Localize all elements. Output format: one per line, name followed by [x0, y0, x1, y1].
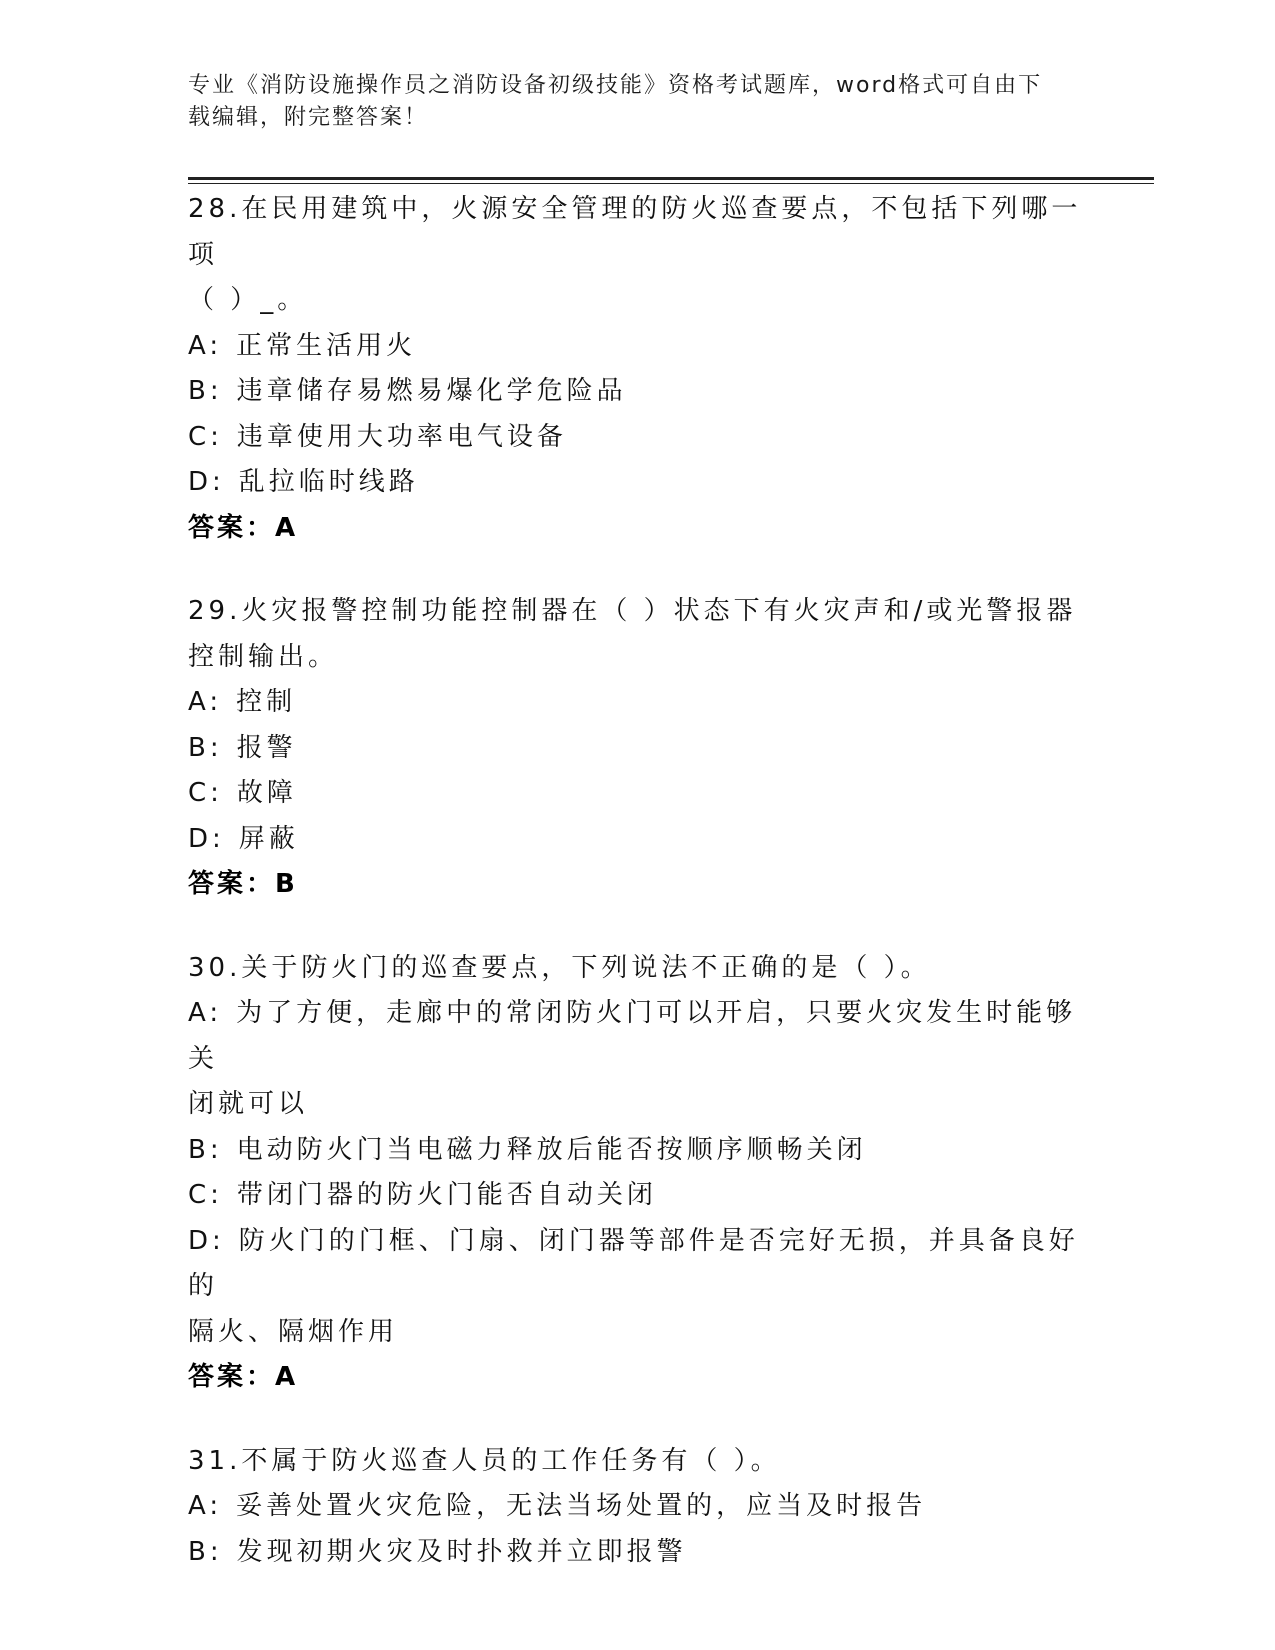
option-text: 故障: [236, 778, 297, 808]
option-b: [188, 1530, 1088, 1576]
option-label: C:: [188, 778, 223, 808]
option-label: C:: [188, 421, 223, 452]
option-label: A:: [188, 998, 223, 1028]
header-divider-thin: [188, 183, 1154, 184]
option-label: D:: [188, 823, 225, 854]
option-text: 控制: [236, 687, 297, 717]
option-d-continued: 隔火、隔烟作用: [188, 1316, 399, 1347]
question-stem-continued: （ ）_。: [188, 285, 308, 315]
option-text: 带闭门器的防火门能否自动关闭: [236, 1180, 657, 1210]
option-text: 报警: [236, 732, 297, 763]
option-text: 为了方便，走廊中的常闭防火门可以开启，只要火灾发生时能够关: [188, 998, 1077, 1074]
question-28: [188, 187, 1088, 551]
header-line-1: 专业《消防设施操作员之消防设备初级技能》资格考试题库，word格式可自由下: [188, 73, 1043, 98]
option-label: D:: [188, 1225, 225, 1256]
header-line-2: 载编辑，附完整答案！: [188, 105, 429, 130]
header-divider-thick: [188, 177, 1154, 180]
option-text: 发现初期火灾及时扑救并立即报警: [236, 1536, 687, 1567]
option-text: 乱拉临时线路: [238, 467, 419, 497]
option-label: B:: [188, 376, 223, 406]
option-d: [188, 817, 1088, 863]
option-a-continued: 闭就可以: [188, 1089, 309, 1119]
option-c: [188, 415, 1088, 461]
option-d: [188, 460, 1088, 506]
option-d: [188, 1219, 1088, 1310]
option-text: 电动防火门当电磁力释放后能否按顺序顺畅关闭: [236, 1134, 867, 1165]
option-c: [188, 771, 1088, 817]
question-stem: 29.火灾报警控制功能控制器在（ ）状态下有火灾声和/或光警报器: [188, 596, 1077, 626]
document-header: [188, 70, 1088, 134]
option-text: 正常生活用火: [236, 330, 417, 361]
question-30: [188, 946, 1088, 1401]
option-label: D:: [188, 467, 225, 497]
question-29: [188, 589, 1088, 908]
option-c: [188, 1173, 1088, 1219]
option-a: [188, 680, 1088, 726]
option-b: [188, 369, 1088, 415]
option-a: [188, 324, 1088, 370]
answer-line: 答案：A: [188, 512, 299, 543]
option-label: A:: [188, 330, 223, 361]
option-text: 妥善处置火灾危险，无法当场处置的，应当及时报告: [236, 1491, 927, 1521]
option-label: C:: [188, 1180, 223, 1210]
option-label: A:: [188, 1491, 223, 1521]
option-label: B:: [188, 1536, 223, 1567]
option-label: A:: [188, 687, 223, 717]
answer-line: 答案：A: [188, 1362, 299, 1392]
option-a: [188, 1484, 1088, 1530]
option-label: B:: [188, 732, 223, 763]
question-31: [188, 1439, 1088, 1576]
question-stem: 31.不属于防火巡查人员的工作任务有（ ）。: [188, 1445, 781, 1476]
option-label: B:: [188, 1134, 223, 1165]
question-list: [188, 187, 1088, 1613]
question-stem: 28.在民用建筑中，火源安全管理的防火巡查要点，不包括下列哪一项: [188, 194, 1082, 270]
question-stem: 30.关于防火门的巡查要点，下列说法不正确的是（ ）。: [188, 952, 931, 983]
answer-line: 答案：B: [188, 869, 298, 899]
option-text: 屏蔽: [238, 823, 299, 854]
question-stem-continued: 控制输出。: [188, 641, 339, 672]
option-text: 防火门的门框、门扇、闭门器等部件是否完好无损，并具备良好的: [188, 1225, 1079, 1301]
option-b: [188, 1128, 1088, 1174]
option-a: [188, 991, 1088, 1082]
option-b: [188, 726, 1088, 772]
option-text: 违章储存易燃易爆化学危险品: [236, 376, 627, 406]
option-text: 违章使用大功率电气设备: [236, 421, 567, 452]
